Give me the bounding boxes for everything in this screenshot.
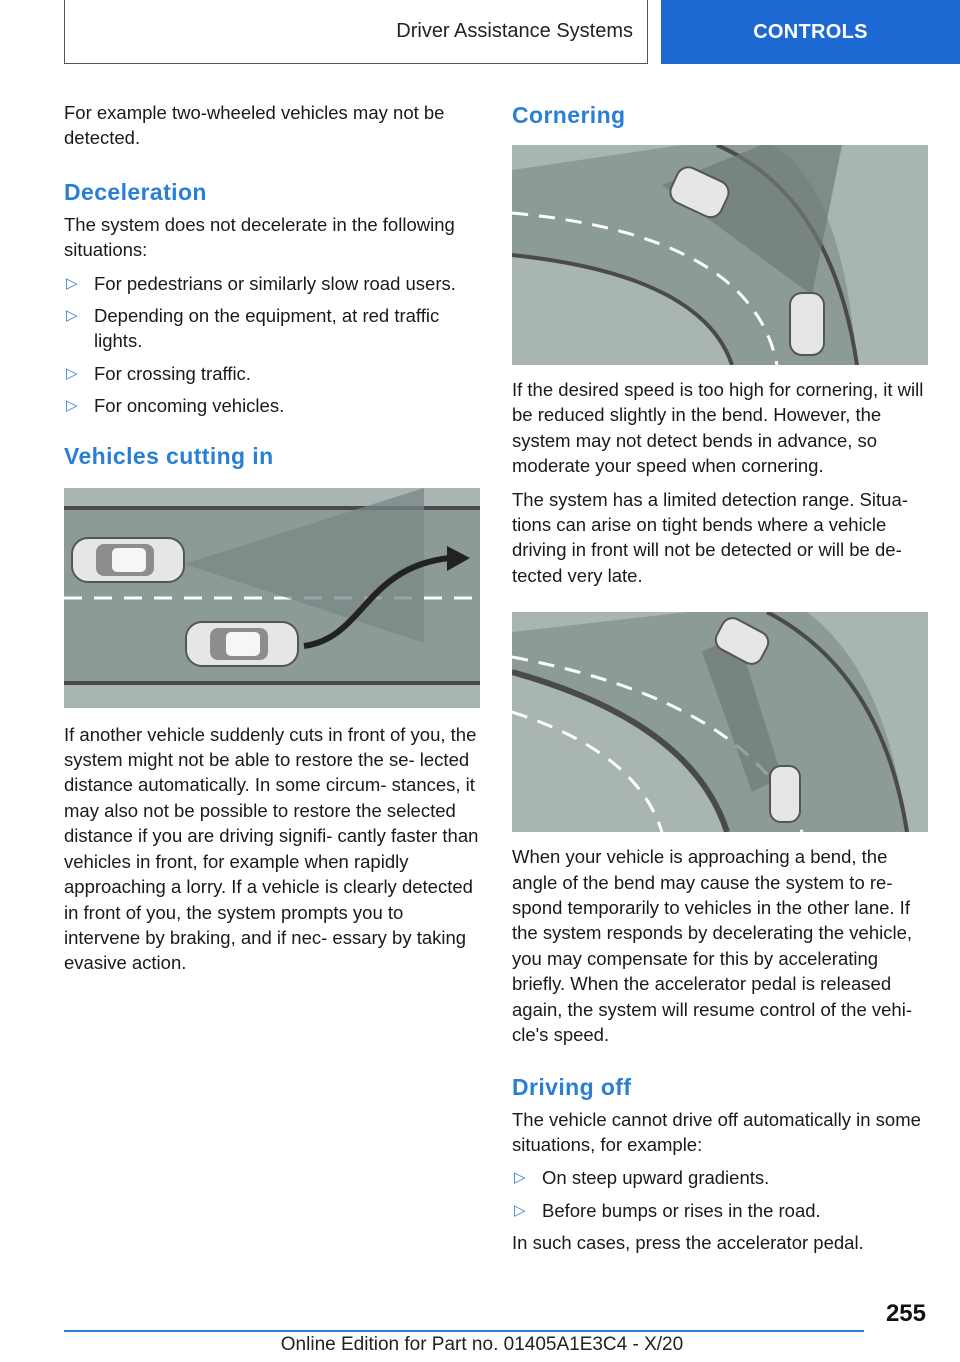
- bullet-triangle-icon: ▷: [514, 1169, 526, 1187]
- header-section-title: Driver Assistance Systems: [64, 0, 648, 64]
- heading-deceleration: Deceleration: [64, 178, 207, 205]
- bullet-triangle-icon: ▷: [514, 1201, 526, 1219]
- list-item-text: For oncoming vehicles.: [94, 395, 285, 417]
- intro-paragraph: For example two-wheeled vehicles may not be detected.: [64, 102, 445, 149]
- list-item-text: Depending on the equipment, at red traffic lights.: [94, 305, 440, 352]
- right-column: [512, 100, 928, 1264]
- deceleration-list: [64, 271, 480, 419]
- cornering-paragraph-2: The system has a limited detection range. Situa‐ tions can arise on tight bends where a vehicle driving in front will not be detected or will be de‐ tected very late.: [512, 488, 908, 586]
- bullet-triangle-icon: ▷: [66, 397, 78, 415]
- list-item: [512, 1198, 928, 1223]
- cornering-paragraph-3: When your vehicle is approaching a bend, the angle of the bend may cause the system to re‐ spond temporarily to vehicles in the other lane. If the system responds by decelerating the vehicle, you may compensate for this by accelerating briefly. When the accelerator pedal is released again, the system will resume control of the vehi‐ cle's speed.: [512, 846, 913, 1046]
- bullet-triangle-icon: ▷: [66, 307, 78, 325]
- driving-off-paragraph: The vehicle cannot drive off automatically in some situations, for example:: [512, 1108, 921, 1155]
- bullet-triangle-icon: ▷: [66, 364, 78, 382]
- list-item: [64, 393, 480, 418]
- bullet-triangle-icon: ▷: [66, 274, 78, 292]
- list-item: [64, 271, 480, 296]
- list-item-text: Before bumps or rises in the road.: [542, 1199, 821, 1221]
- car-icon: [186, 622, 298, 666]
- footer-edition-text: Online Edition for Part no. 01405A1E3C4 - X/20: [280, 1334, 684, 1355]
- list-item: [64, 361, 480, 386]
- car-icon: [770, 766, 800, 822]
- heading-driving-off: Driving off: [512, 1073, 632, 1100]
- car-icon: [72, 538, 184, 582]
- cornering-illustration-bottom: [512, 612, 928, 832]
- heading-cornering: Cornering: [512, 102, 626, 128]
- cornering-illustration-top: [512, 145, 928, 365]
- list-item: [512, 1165, 928, 1190]
- list-item: [64, 303, 480, 354]
- heading-vehicles-cutting-in: Vehicles cutting in: [64, 442, 274, 469]
- car-icon: [790, 293, 824, 355]
- footer-divider: [64, 1330, 864, 1332]
- list-item-text: On steep upward gradients.: [542, 1167, 770, 1189]
- deceleration-paragraph: The system does not decelerate in the following situations:: [64, 213, 455, 261]
- list-item-text: For crossing traffic.: [94, 362, 251, 384]
- page-number: 255: [885, 1300, 926, 1327]
- list-item-text: For pedestrians or similarly slow road users.: [94, 272, 456, 294]
- header-chapter-tab: CONTROLS: [661, 0, 960, 64]
- driving-off-list: [512, 1165, 928, 1223]
- cutting-in-paragraph: If another vehicle suddenly cuts in front of you, the system might not be able to restore the se‐ lected distance automatically. In some circum‐ stances, it may also not be possible to restore the selected distance if you are driving signifi‐ cantly faster than vehicles in front, for example when rapidly approaching a lorry. If a vehicle is clearly detected in front of you, the system prompts you to intervene by braking, and if nec‐ essary by taking evasive action.: [64, 723, 479, 974]
- cornering-paragraph-1: If the desired speed is too high for cornering, it will be reduced slightly in the bend. However, the system may not detect bends in advance, so moderate your speed when cornering.: [512, 379, 924, 477]
- left-column: [64, 100, 480, 984]
- vehicles-cutting-in-illustration: [64, 488, 480, 708]
- driving-off-closing: In such cases, press the accelerator pedal.: [512, 1232, 864, 1254]
